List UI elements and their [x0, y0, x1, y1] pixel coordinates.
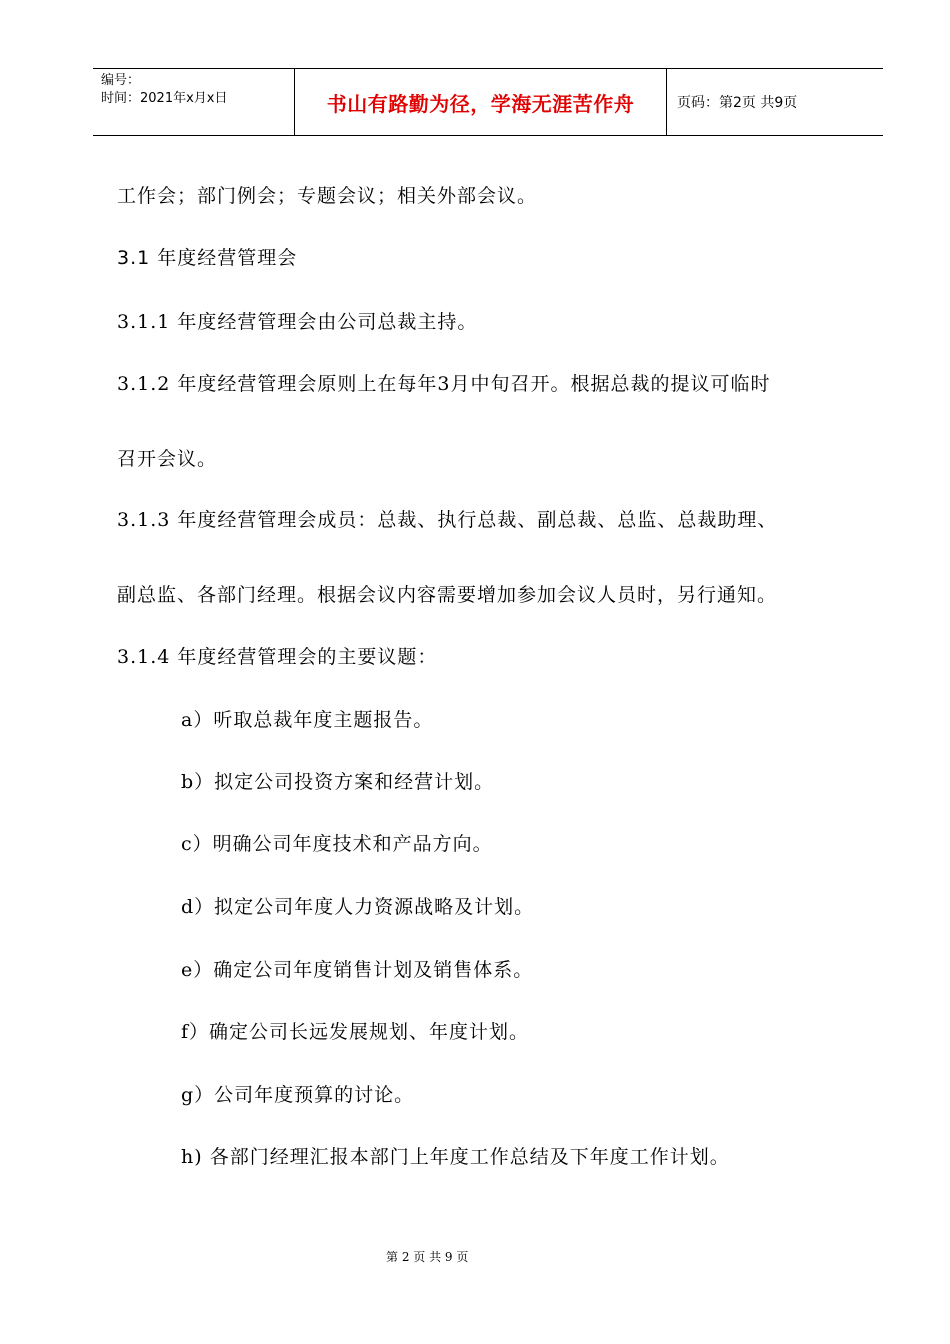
- clause-3-1-1: 3.1.1 年度经营管理会由公司总裁主持。: [117, 311, 478, 333]
- footer-page-number: 第 2 页 共 9 页: [386, 1250, 469, 1264]
- page-footer: [0, 1248, 950, 1265]
- topic-item: g）公司年度预算的讨论。: [181, 1084, 415, 1106]
- topic-item: f）确定公司长远发展规划、年度计划。: [181, 1021, 530, 1043]
- topic-item: c）明确公司年度技术和产品方向。: [181, 833, 493, 855]
- section-heading-3-1: 3.1 年度经营管理会: [117, 247, 298, 269]
- serial-label: 编号：: [101, 73, 141, 88]
- topic-item: b）拟定公司投资方案和经营计划。: [181, 771, 495, 793]
- intro-paragraph: 工作会；部门例会；专题会议；相关外部会议。: [117, 185, 538, 207]
- topic-item: h) 各部门经理汇报本部门上年度工作总结及下年度工作计划。: [181, 1146, 730, 1168]
- time-label: 时间：2021年x月x日: [101, 91, 228, 106]
- clause-3-1-4: 3.1.4 年度经营管理会的主要议题：: [117, 646, 438, 668]
- topic-item: e）确定公司年度销售计划及销售体系。: [181, 959, 534, 981]
- header-page-info: 页码：第2页 共9页: [677, 95, 798, 111]
- clause-3-1-2-line1: 3.1.2 年度经营管理会原则上在每年3月中旬召开。根据总裁的提议可临时: [117, 373, 771, 395]
- clause-3-1-2-line2: 召开会议。: [117, 448, 218, 470]
- header-motto-cell: [295, 69, 667, 135]
- header-meta-cell: [93, 69, 295, 135]
- header-motto: 书山有路勤为径，学海无涯苦作舟: [326, 91, 635, 116]
- topic-item: a）听取总裁年度主题报告。: [181, 709, 434, 731]
- clause-3-1-3-line2: 副总监、各部门经理。根据会议内容需要增加参加会议人员时，另行通知。: [117, 584, 778, 606]
- topic-item: d）拟定公司年度人力资源战略及计划。: [181, 896, 535, 918]
- header-page-cell: [667, 69, 883, 135]
- page-header: [93, 68, 883, 136]
- clause-3-1-3-line1: 3.1.3 年度经营管理会成员：总裁、执行总裁、副总裁、总监、总裁助理、: [117, 509, 778, 531]
